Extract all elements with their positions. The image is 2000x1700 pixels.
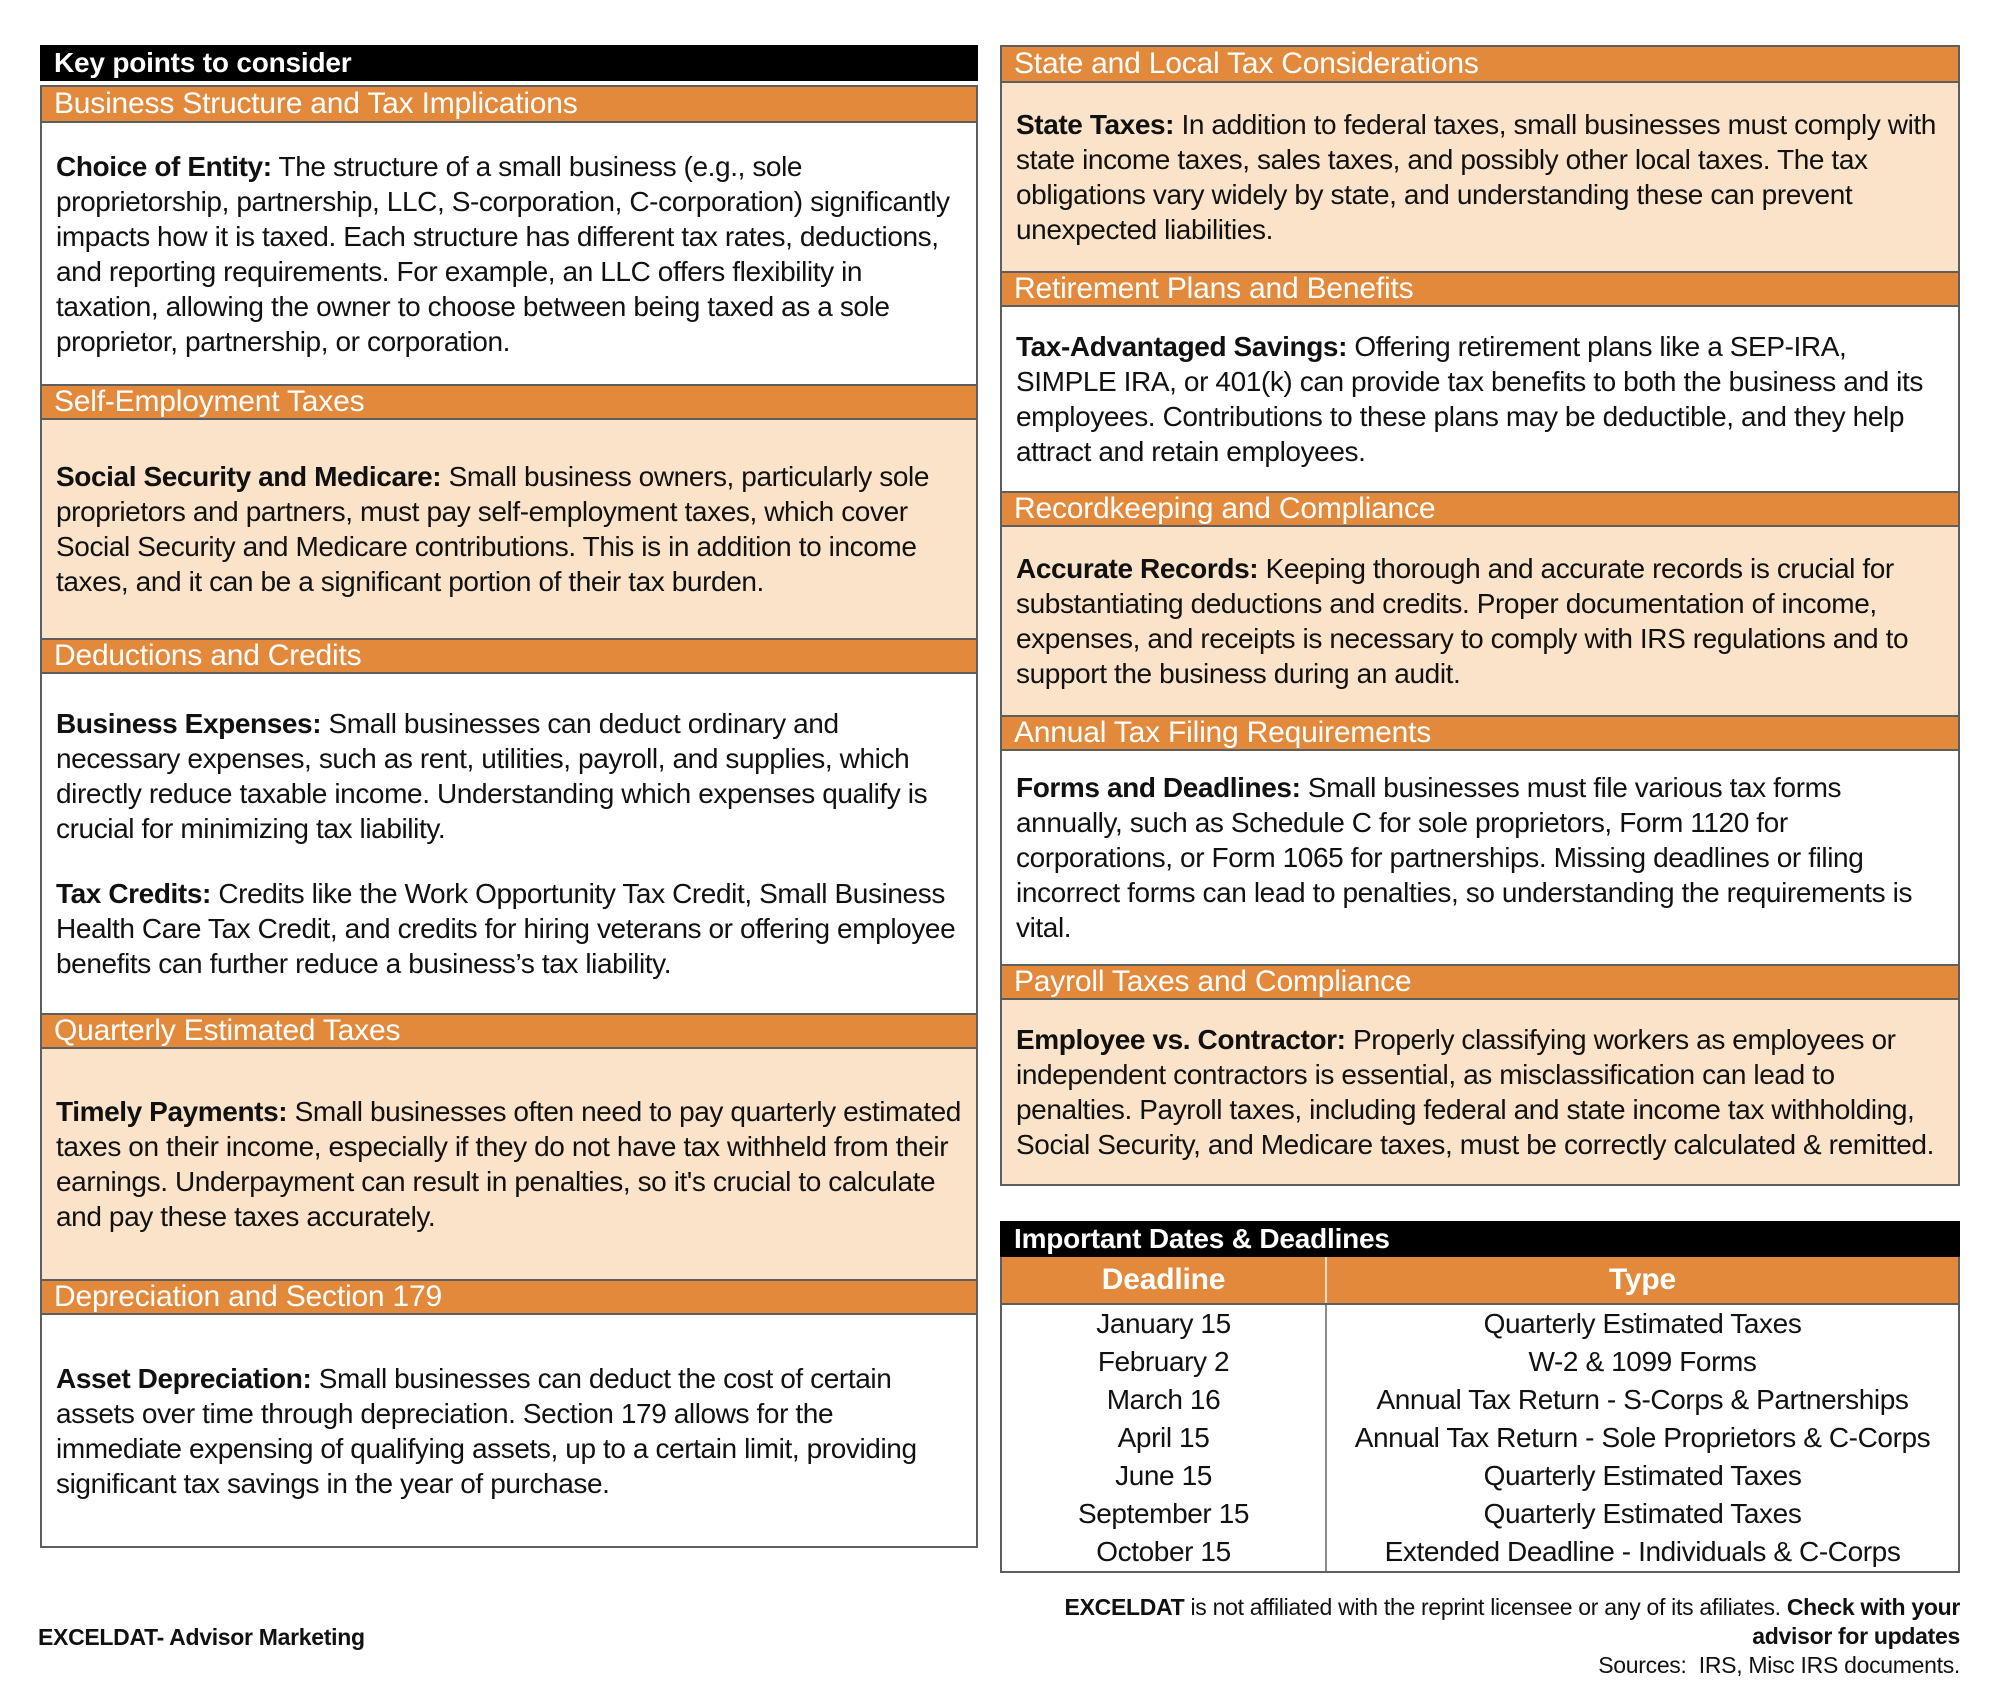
paragraph [56, 1094, 962, 1234]
paragraph-lead: Accurate Records: [1016, 553, 1259, 584]
type-cell: Annual Tax Return - Sole Proprietors & C-Corps [1354, 1422, 1931, 1453]
paragraph-lead: Social Security and Medicare: [56, 461, 442, 492]
section-payroll-taxes [1002, 964, 1958, 1184]
section-header-deductions-credits: Deductions and Credits [42, 638, 976, 674]
paragraph-lead: Business Expenses: [56, 708, 322, 739]
type-cell: Extended Deadline - Individuals & C-Corps [1384, 1536, 1901, 1567]
paragraph [1016, 1022, 1944, 1162]
section-header-quarterly-estimated-taxes: Quarterly Estimated Taxes [42, 1013, 976, 1049]
type-cell: W-2 & 1099 Forms [1528, 1346, 1757, 1377]
section-header-self-employment-taxes: Self-Employment Taxes [42, 384, 976, 420]
paragraph-text: Small business owners, particularly sole proprietors and partners, must pay self-employment taxes, which cover Social Security and Medicare contributions. This is in addition to income taxes, and it can be a significant portion of their tax burden. [56, 461, 930, 597]
paragraph [56, 459, 962, 599]
deadline-cell: September 15 [1002, 1495, 1327, 1533]
paragraph-text: The structure of a small business (e.g., sole proprietorship, partnership, LLC, S-corporation, C-corporation) significantly impacts how it is taxed. Each structure has different tax rates, deductions, and reporting requirements. For example, an LLC offers flexibility in taxation, allowing the owner to choose between being taxed as a sole proprietor, partnership, or corporation. [56, 150, 950, 357]
table-row [1002, 1457, 1958, 1495]
type-cell: Quarterly Estimated Taxes [1483, 1308, 1802, 1339]
section-body-self-employment-taxes [42, 420, 976, 638]
section-body-deductions-credits [42, 674, 976, 1013]
dates-deadlines-title-bar: Important Dates & Deadlines [1000, 1221, 1960, 1257]
left-sections-box [40, 85, 978, 1548]
paragraph-text: Small businesses often need to pay quarterly estimated taxes on their income, especially if they do not have tax withheld from their earnings. Underpayment can result in penalties, so it's crucial to calculate and pay these taxes accurately. [56, 1096, 961, 1232]
key-points-title-bar: Key points to consider [40, 45, 978, 81]
section-body-depreciation-179 [42, 1315, 976, 1546]
disclaimer-sources: Sources: IRS, Misc IRS documents. [1598, 1652, 1960, 1678]
paragraph [56, 1361, 962, 1501]
table-row [1002, 1533, 1958, 1571]
table-row [1002, 1419, 1958, 1457]
disclaimer-advisory: Check with your advisor for updates [1752, 1594, 1960, 1649]
deadline-cell: March 16 [1002, 1381, 1327, 1419]
section-body-retirement-plans [1002, 307, 1958, 491]
deadline-cell: April 15 [1002, 1419, 1327, 1457]
paragraph-text: Small businesses can deduct the cost of certain assets over time through depreciation. Section 179 allows for the immediate expensing of qualifying assets, up to a certain limit, providing significant tax savings in the year of purchase. [56, 1362, 917, 1499]
paragraph [1016, 107, 1944, 247]
section-deductions-credits [42, 638, 976, 1013]
section-depreciation-179 [42, 1279, 976, 1546]
disclaimer [1000, 1593, 1960, 1680]
section-header-payroll-taxes: Payroll Taxes and Compliance [1002, 964, 1958, 1000]
section-header-recordkeeping: Recordkeeping and Compliance [1002, 491, 1958, 527]
paragraph-lead: Asset Depreciation: [56, 1362, 312, 1394]
table-row [1002, 1495, 1958, 1533]
dates-deadlines-table [1000, 1257, 1960, 1573]
paragraph-text: In addition to federal taxes, small businesses must comply with state income taxes, sales taxes, and possibly other local taxes. The tax obligations vary widely by state, and understanding these can prevent unexpected liabilities. [1016, 109, 1936, 245]
type-cell: Quarterly Estimated Taxes [1483, 1460, 1802, 1491]
paragraph-lead: Choice of Entity: [56, 150, 272, 182]
section-header-state-local-tax: State and Local Tax Considerations [1002, 47, 1958, 83]
section-state-local-tax [1002, 47, 1958, 271]
paragraph [56, 149, 962, 359]
section-body-state-local-tax [1002, 83, 1958, 271]
right-sections-box [1000, 45, 1960, 1186]
disclaimer-line-1 [1000, 1593, 1960, 1651]
paragraph-text: Credits like the Work Opportunity Tax Credit, Small Business Health Care Tax Credit, and credits for hiring veterans or offering employee benefits can further reduce a business’s tax liability. [56, 878, 956, 979]
section-body-recordkeeping [1002, 527, 1958, 715]
section-recordkeeping [1002, 491, 1958, 715]
section-header-business-structure: Business Structure and Tax Implications [42, 87, 976, 123]
section-body-annual-filing [1002, 751, 1958, 964]
table-header-row [1002, 1257, 1958, 1305]
paragraph [1016, 551, 1944, 691]
deadline-cell: October 15 [1002, 1533, 1327, 1571]
column-header-type: Type [1609, 1263, 1676, 1296]
section-annual-filing [1002, 715, 1958, 964]
paragraph-lead: Forms and Deadlines: [1016, 772, 1301, 803]
paragraph [56, 706, 962, 846]
paragraph-lead: Tax-Advantaged Savings: [1016, 331, 1348, 362]
section-header-retirement-plans: Retirement Plans and Benefits [1002, 271, 1958, 307]
right-column [1000, 45, 1960, 1680]
paragraph-lead: Tax Credits: [56, 878, 211, 909]
paragraph-text: Small businesses must file various tax forms annually, such as Schedule C for sole proprietors, Form 1120 for corporations, or Form 1065 for partnerships. Missing deadlines or filing incorrect forms can lead to penalties, so understanding the requirements is vital. [1016, 772, 1913, 943]
paragraph-lead: Timely Payments: [56, 1096, 288, 1127]
type-cell: Quarterly Estimated Taxes [1483, 1498, 1802, 1529]
left-column [40, 45, 978, 1548]
deadline-cell: January 15 [1002, 1305, 1327, 1343]
section-quarterly-estimated-taxes [42, 1013, 976, 1279]
disclaimer-text: is not affiliated with the reprint licensee or any of its afiliates. [1184, 1594, 1787, 1620]
table-row [1002, 1343, 1958, 1381]
paragraph-lead: State Taxes: [1016, 109, 1175, 140]
paragraph-text: Properly classifying workers as employees or independent contractors is essential, as misclassification can lead to penalties. Payroll taxes, including federal and state income tax withholding, Social Security, and Medicare taxes, must be correctly calculated & remitted. [1016, 1024, 1934, 1160]
paragraph-text: Small businesses can deduct ordinary and necessary expenses, such as rent, utilities, payroll, and supplies, which directly reduce taxable income. Understanding which expenses qualify is crucial for minimizing tax liability. [56, 708, 928, 844]
section-body-quarterly-estimated-taxes [42, 1049, 976, 1279]
paragraph-lead: Employee vs. Contractor: [1016, 1024, 1346, 1055]
section-business-structure [42, 87, 976, 384]
table-row [1002, 1305, 1958, 1343]
paragraph [1016, 770, 1944, 945]
paragraph [56, 876, 962, 981]
table-row [1002, 1381, 1958, 1419]
deadline-cell: February 2 [1002, 1343, 1327, 1381]
section-body-business-structure [42, 123, 976, 384]
paragraph [1016, 329, 1944, 469]
section-header-depreciation-179: Depreciation and Section 179 [42, 1279, 976, 1315]
deadline-cell: June 15 [1002, 1457, 1327, 1495]
section-header-annual-filing: Annual Tax Filing Requirements [1002, 715, 1958, 751]
paragraph-text: Offering retirement plans like a SEP-IRA, SIMPLE IRA, or 401(k) can provide tax benefits to both the business and its employees. Contributions to these plans may be deductible, and they help attract and retain employees. [1016, 331, 1923, 467]
section-body-payroll-taxes [1002, 1000, 1958, 1184]
disclaimer-brand: EXCELDAT [1064, 1594, 1185, 1620]
paragraph-text: Keeping thorough and accurate records is crucial for substantiating deductions and credits. Proper documentation of income, expenses, and receipts is necessary to comply with IRS regulations and to support the business during an audit. [1016, 553, 1909, 689]
type-cell: Annual Tax Return - S-Corps & Partnerships [1376, 1384, 1909, 1415]
page-footer: EXCELDAT- Advisor Marketing [38, 1624, 365, 1650]
section-self-employment-taxes [42, 384, 976, 638]
section-retirement-plans [1002, 271, 1958, 491]
column-header-deadline: Deadline [1002, 1257, 1327, 1303]
